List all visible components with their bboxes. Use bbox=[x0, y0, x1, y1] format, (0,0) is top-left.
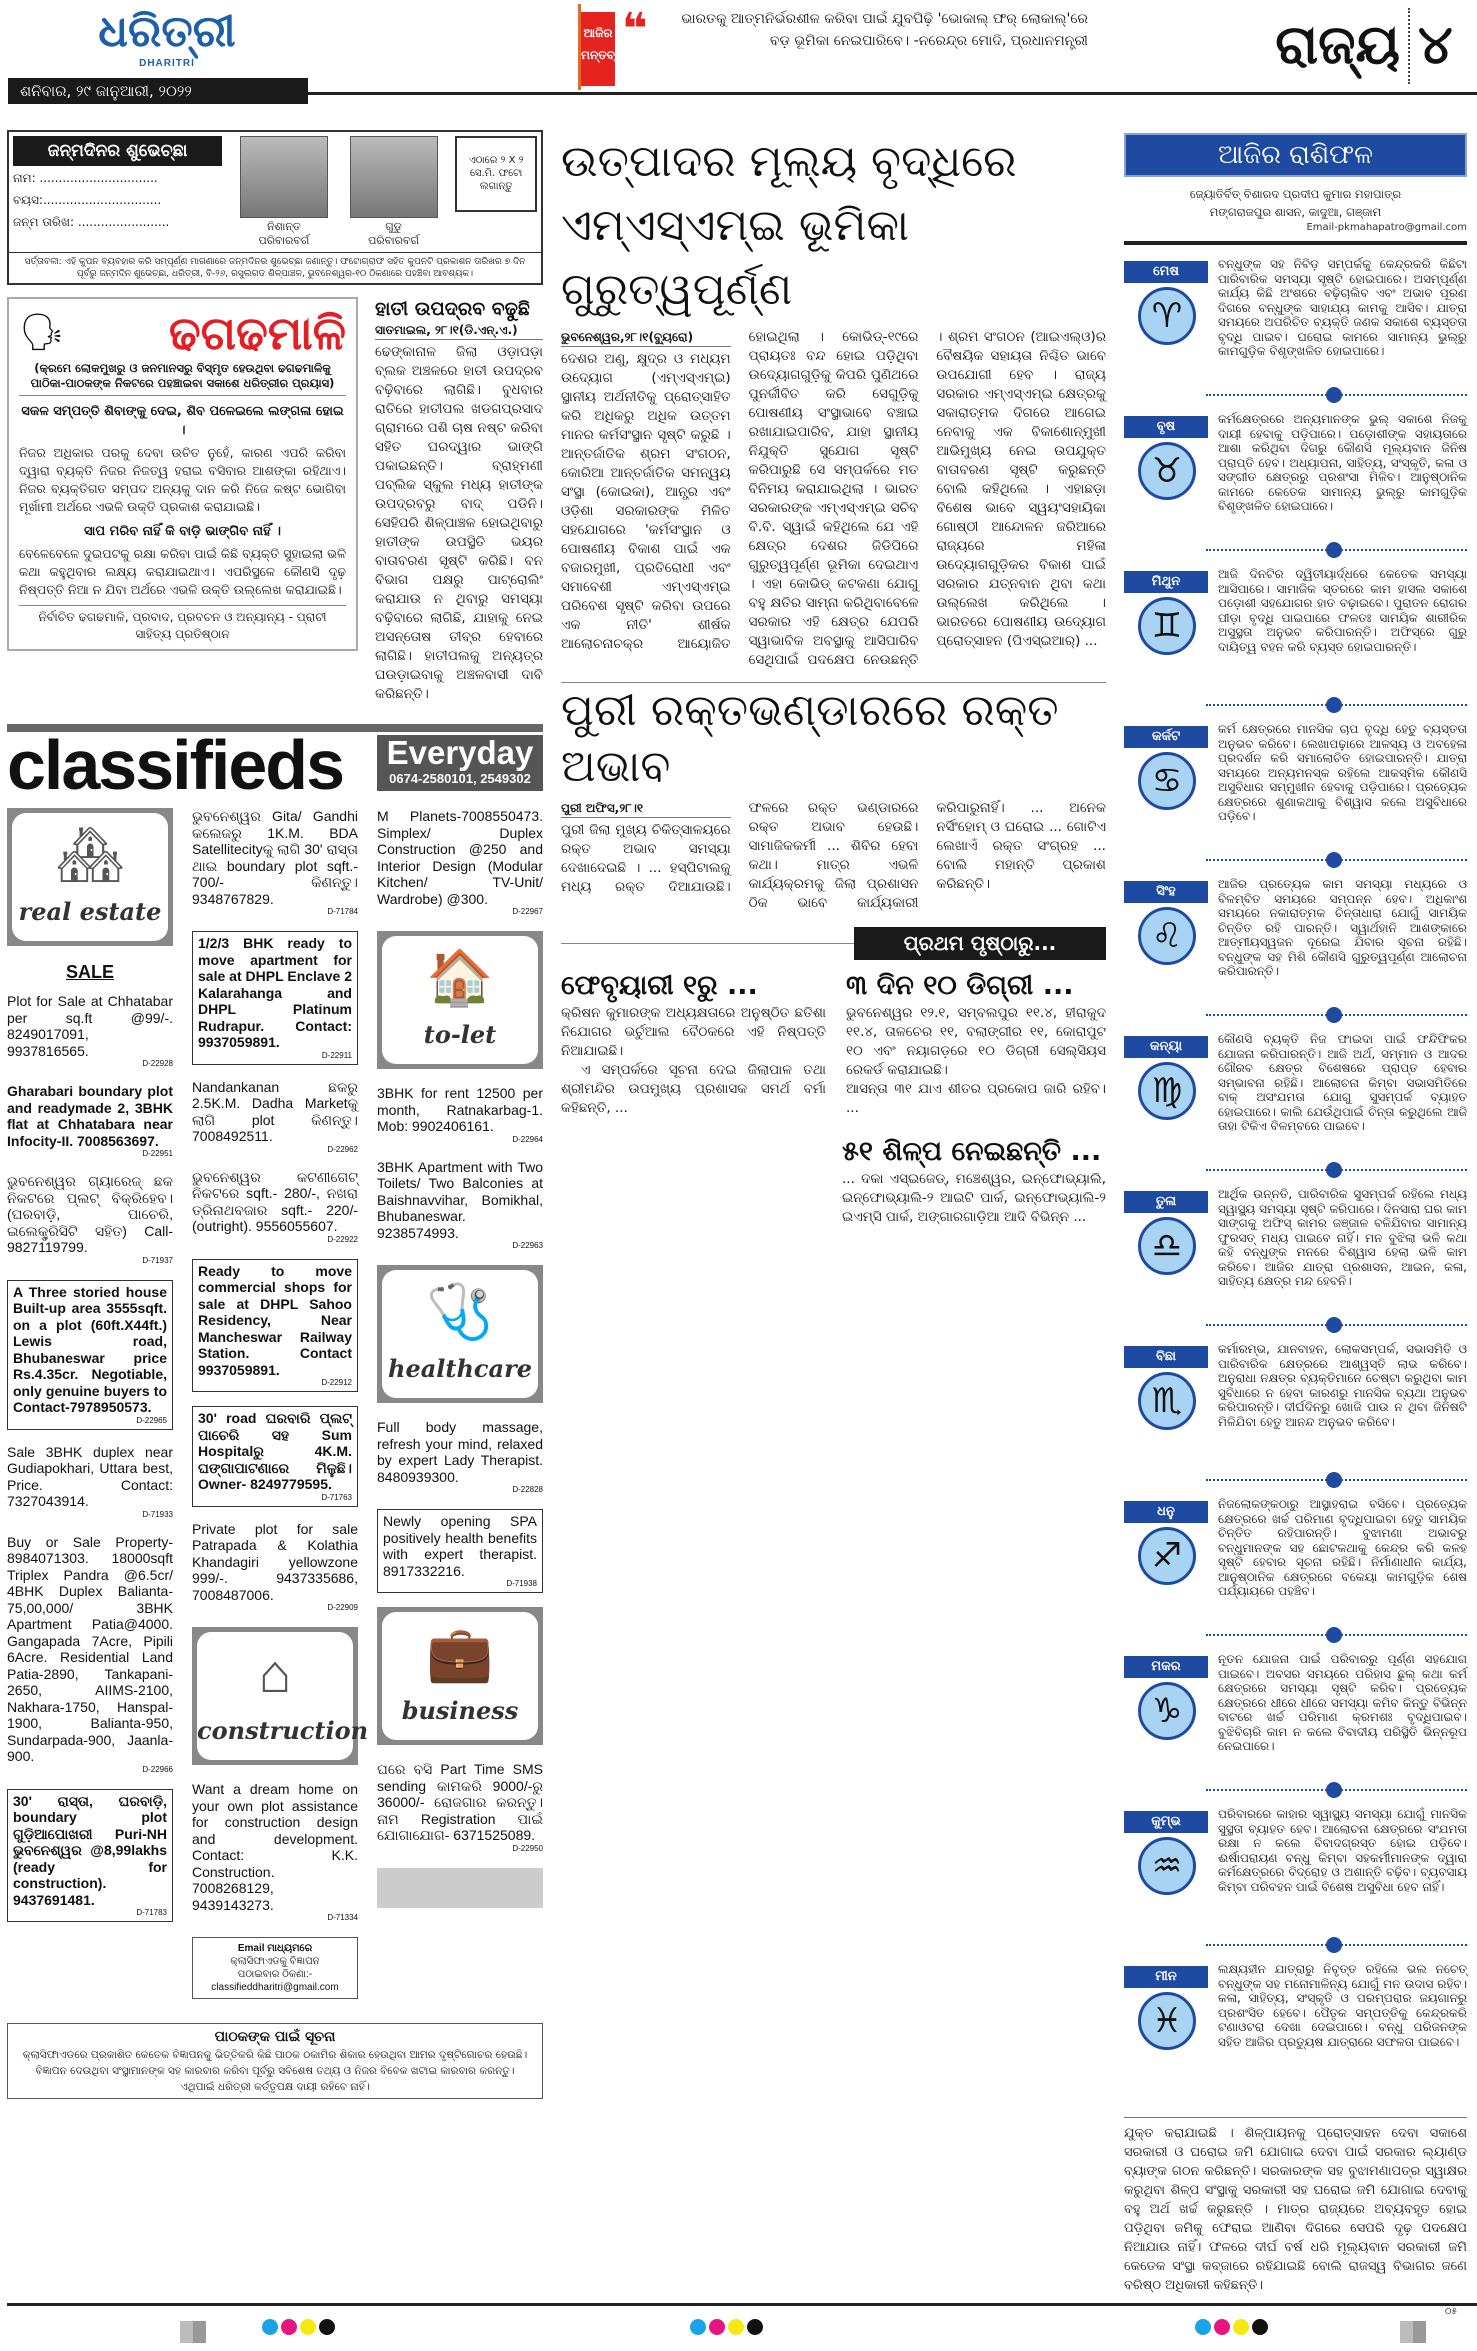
sign-name: ବିଛା bbox=[1124, 1346, 1208, 1368]
name-field: ନାମ: ............................... bbox=[13, 171, 158, 185]
lead-headline bbox=[561, 130, 1106, 322]
horoscope-sign bbox=[1124, 718, 1467, 873]
zodiac-icon: ♈ bbox=[1138, 287, 1196, 345]
ad-text: Private plot for sale Patrapada & Kolathia Khandagiri yellowzone 999/-. 9437335686, 7008487006. bbox=[192, 1520, 358, 1603]
horoscope-title: ଆଜିର ରାଶିଫଳ bbox=[1124, 133, 1467, 177]
ad-code: D-22828 bbox=[512, 1485, 543, 1494]
ad-text: Plot for Sale at Chhatabar per sq.ft @99/-. 8249017091, 9937816565. bbox=[7, 993, 173, 1059]
classifieds-column bbox=[377, 808, 543, 1908]
ad-text: Buy or Sale Property-8984071303. 18000sqft Triplex Pandra @6.5cr/ 4BHK Duplex Balianta-75,00,000/ 3BHK Apartment Patia@4000. Gangapada 7Acre, Pipili 6Acre. Residential Land Patia-2890, Tankapani-2650, AIIMS-2100, Nakhara-1750, Hanspal-1900, Balianta-950, Sundarpada-900, Jaanla-900. bbox=[7, 1533, 173, 1764]
tile-label: business bbox=[401, 1696, 519, 1725]
proverb-and-news-row bbox=[7, 297, 543, 704]
sign-prediction: କର୍ମ କ୍ଷେତ୍ରରେ ମାନସିକ ଚାପ ବୃଦ୍ଧି ହେତୁ ବ୍ୟସ୍ତତା ଅନୁଭବ କରିବେ। ଲେଖାପଢ଼ାରେ ଆଳସ୍ୟ ଓ ଅବହେଳା ପ୍ରଦର୍ଶନ କରି ସମାଲୋଚିତ ହୋଇପାରନ୍ତି। ଯାତ୍ରା ସମୟରେ ଅନ୍ୟମନସ୍କ ରହିଲେ ଆକସ୍ମିକ କୌଣସି ଅସୁବିଧାର ସମ୍ମୁଖୀନ ହେବାକୁ ପଡ଼ିପାରେ। ପ୍ରତ୍ୟେକ କ୍ଷେତ୍ରରେ ଶୁଣାକଥାକୁ ବିଶ୍ୱାସ କଲେ ଅସୁବିଧାରେ ପଡ଼ିବେ। bbox=[1218, 722, 1467, 823]
divider bbox=[561, 943, 854, 944]
ad-code: D-22909 bbox=[327, 1603, 358, 1612]
sign-prediction: ଲକ୍ଷ୍ୟହୀନ ଯାତ୍ରାରୁ ନିବୃତ୍ତ ରହିଲେ ଭଲ ନଚେତ୍ ବନ୍ଧୁଙ୍କ ସହ ମନୋମାଳିନ୍ୟ ଯୋଗୁଁ ମନ ଉଦାସ ରହିବ। କଳା, ସାହିତ୍ୟ, ସଂସ୍କୃତି ଓ ପରମ୍ପରାର ଜୟଗାନରୁ ପ୍ରଶଂସିତ ହେବେ। ପୈତୃକ ସମ୍ପତ୍ତିକୁ କେନ୍ଦ୍ରକରି ଟଣାଓଟରା ଦେଖା ଦେଇପାରେ। ବନ୍ଧୁ ପରିଜନଙ୍କ ସହିତ ଆଜିର ପ୍ରତ୍ୟୁଷ ଯାତ୍ରାରେ ସଫଳତା ପାଇବେ। bbox=[1218, 1962, 1467, 2049]
classified-ad bbox=[192, 808, 358, 917]
sign-prediction: ନୂତନ ଯୋଜନା ପାଇଁ ପରିବାରରୁ ପୂର୍ଣ୍ଣ ସହଯୋଗ ପାଇବେ। ଅବସର ସମୟରେ ପରିହାସ ଛୁଲ୍ କଥା କର୍ମ କ୍ଷେତ୍ରରେ ସମସ୍ୟା ସୃଷ୍ଟି କରିବ। ପ୍ରତ୍ୟେକ କ୍ଷେତ୍ରରେ ଧୀରେ ଧୀରେ ସମସ୍ୟା କମିବ କିନ୍ତୁ ବିଭିନ୍ନ ବାଟରେ ଖର୍ଚ୍ଚ ପରିମାଣ କ୍ରମଶଃ ବୃଦ୍ଧିପାଇବ। ବୁଝିବିଚାରି କାମ ନ କଲେ ବିବାଦୀୟ ପରିସ୍ଥିତି ଭିନ୍ନରୂପ ନେଇପାରେ। bbox=[1218, 1652, 1467, 1753]
author-name: ଜ୍ୟୋତିର୍ବିତ୍ ବିଶାରଦ ପ୍ରଦୀପ କୁମାର ମହାପାତ୍ର bbox=[1189, 187, 1402, 201]
classified-ad bbox=[377, 1159, 543, 1252]
article-body: ଢେଙ୍କାନାଳ ଜିଲା ଓଡ଼ାପଡ଼ା ବ୍ଲକ ଅଞ୍ଚଳରେ ହାତୀ ଉପଦ୍ରବ ବଢ଼ିବାରେ ଲାଗିଛି। ବୁଧବାର ରାତିରେ ହାତୀପଲ ଖଡଗପ୍ରସାଦ ଗ୍ରାମରେ ପଶି ଚାଷ ନଷ୍ଟ କରିବା ସହିତ ଘରଦ୍ୱାର ଭାଙ୍ଗି ପକାଇଛନ୍ତି। ବ୍ରାହ୍ମଣୀ ପବ୍ଲିକ ସ୍କୁଲ ମଧ୍ୟ ହାତୀଙ୍କ ଉପଦ୍ରବରୁ ବାଦ୍ ପଡିନି। ସେହିପରି ଶିଳ୍ପାଞ୍ଚଳ ହୋଇଥିବାରୁ ହାତୀଙ୍କ ଉପସ୍ଥିତି ଭୟର ବାତାବରଣ ସୃଷ୍ଟି କରିଛି। ବନ ବିଭାଗ ପକ୍ଷରୁ ପାଟ୍ରୋଲିଂ କରାଯାଉ ନ ଥିବାରୁ ସମସ୍ୟା ବଢ଼ିବାରେ ଲାଗିଛି, ଯାହାକୁ ନେଇ ଅସନ୍ତୋଷ ତୀବ୍ର ହେବାରେ ଲାଗିଛି। ହାତୀପଲକୁ ଅନ୍ୟତ୍ର ଘଉଡ଼ାଇବାକୁ ଅଞ୍ଚଳବାସୀ ଦାବି କରିଛନ୍ତି। bbox=[375, 344, 543, 702]
horoscope-sign bbox=[1124, 1493, 1467, 1648]
ad-code: D-71334 bbox=[327, 1913, 358, 1922]
email-box-line: Email ମାଧ୍ୟମରେ bbox=[237, 1943, 313, 1954]
zodiac-icon: ♊ bbox=[1138, 597, 1196, 655]
color-registration-dots bbox=[262, 2319, 335, 2335]
ad-code: D-22967 bbox=[512, 907, 543, 916]
article-dateline: ଭୁବନେଶ୍ୱର,୨୮।୧(ବ୍ୟୁରୋ) bbox=[561, 328, 731, 347]
coupon-body bbox=[9, 132, 541, 252]
classifieds-columns bbox=[7, 808, 543, 2013]
sign-prediction: କର୍ମାରମ୍ଭ, ଯାନବାହନ, ଲୋକସମ୍ପର୍କ, ସଭାସମିତି ଓ ପାରିବାରିକ କ୍ଷେତ୍ରରେ ଆଶ୍ୱସ୍ତି ଲାଭ କରିବେ। ଅନୁରାଧା ନକ୍ଷତ୍ର ବ୍ୟକ୍ତିମାନେ ଚେଷ୍ଟା କରୁଥିବା କାମ ସୁବିଧାରେ ନ ହେବା କାରଣରୁ ମାନସିକ ବ୍ୟଥା ଅନୁଭବ କରିପାରନ୍ତି। ଦୀର୍ଘଦିନରୁ ଖୋଜି ପାଉ ନ ଥିବା ଜିନିଷଟି ମିଳିଯିବା ହେତୁ ଆନନ୍ଦ ଅନୁଭବ କରିବେ। bbox=[1218, 1342, 1467, 1429]
category-tile bbox=[377, 1607, 543, 1745]
tile-label: real estate bbox=[18, 897, 162, 926]
headline-line: ଏମ୍ଏସ୍ଏମ୍ଇ ଭୂମିକା ଗୁରୁତ୍ୱପୂର୍ଣ୍ଣ bbox=[561, 200, 909, 315]
horoscope-sign bbox=[1124, 563, 1467, 718]
divider bbox=[1408, 8, 1410, 84]
ad-code: D-71783 bbox=[136, 1908, 167, 1917]
ad-text: ଭୁବନେଶ୍ୱର Gita/ Gandhi କଲେଜରୁ 1K.M. BDA Satellitecityକୁ ଲାଗି 30' ରାସ୍ତା ଥାଇ boundary plot sqft.- 700/- କିଣନ୍ତୁ। 9348767829. bbox=[192, 808, 358, 907]
continued-text: ଯୁକ୍ତ କରାଯାଇଛି । ଶିଳ୍ପାୟନକୁ ପ୍ରୋତ୍ସାହନ ଦେବା ସକାଶେ ସରକାରୀ ଓ ଘରୋଇ ଜମି ଯୋଗାଇ ଦେବା ପାଇଁ ସରକାର ଲ୍ୟାଣ୍ଡ ବ୍ୟାଙ୍କ ଗଠନ କରିଛନ୍ତି। ସରକାରଙ୍କ ସହ ବୁଝାମଣାପତ୍ର ସ୍ୱାକ୍ଷର କରୁଥିବା ଶିଳ୍ପ ସଂସ୍ଥାକୁ ସରକାରୀ ସହ ଘରୋଇ ଜମି ଯୋଗାଇ ଦେବାକୁ ବହୁ ଅର୍ଥ ଖର୍ଚ୍ଚ କରୁଛନ୍ତି । ମାତ୍ର ରାଜ୍ୟରେ ଅବ୍ୟବହୃତ ହୋଇ ପଡ଼ିଥିବା ଜମିକୁ ଫେରାଇ ଆଣିବା ଦିଗରେ ସେପରି ଦୃଢ଼ ପଦକ୍ଷେପ ନିଆଯାଉ ନାହିଁ। ଫଳରେ ଦୀର୍ଘ ବର୍ଷ ଧରି ମୂଲ୍ୟବାନ ସରକାରୀ ଜମି କେତେକ ସଂସ୍ଥା କବ୍‌ଜାରେ ରହିଯାଇଛି ବୋଲି ରାଜସ୍ୱ ବିଭାଗର ଜଣେ ବରିଷ୍ଠ ଅଧିକାରୀ କହିଛନ୍ତି। bbox=[1124, 2117, 1467, 2295]
article-body: ଦେଶର ଅଣୁ, କ୍ଷୁଦ୍ର ଓ ମଧ୍ୟମ ଉଦ୍ୟୋଗ (ଏମ୍ଏସ୍ଏମ୍ଇ) ସ୍ଥାନୀୟ ଅର୍ଥନୀତିକୁ ପ୍ରୋତ୍ସାହିତ କରି ଅଧିକରୁ ଅଧିକ ଉତ୍ତମ ମାନର କର୍ମସଂସ୍ଥାନ ସୃଷ୍ଟି କରୁଛି । ଆନ୍ତର୍ଜାତିକ ଶ୍ରମ ସଂଗଠନ, କୋରିଆ ଆନ୍ତର୍ଜାତିକ ସମନ୍ୱୟ ସଂସ୍ଥା (କୋଇକା), ଆନ୍ଧ୍ର ଏବଂ ଓଡ଼ିଶା ସରକାରଙ୍କ ମିଳିତ ସହଯୋଗରେ 'କର୍ମସଂସ୍ଥାନ ଓ ପୋଷଣୀୟ ବିକାଶ ପାଇଁ ଏକ ବଜାରମୁଖୀ, ପ୍ରତିରୋଧୀ ଏବଂ ସମାବେଶୀ ଏମ୍ଏସ୍ଏମ୍ଇ ପରିବେଶ ସୃଷ୍ଟି କରିବା ଉପରେ ଏକ ନୀତି' ଶୀର୍ଷକ ଆଲୋଚନାଚକ୍ର ଆୟୋଜିତ ହୋଇଥିଲା । କୋଭିଡ୍-୧୯ରେ ପ୍ରାୟତଃ ବନ୍ଦ ହୋଇ ପଡ଼ିଥିବା ଉଦ୍ୟୋଗଗୁଡ଼ିକୁ କିପରି ପୁଣିଥରେ ପୁନର୍ଜୀବିତ କରି ସେଗୁଡ଼ିକୁ ପୋଷଣୀୟ ସଂସ୍ଥାଭାବେ ବଞ୍ଚାଇ ରଖାଯାଇପାରିବ, ଯାହା ସ୍ଥାନୀୟ ନିଯୁକ୍ତି ସୁଯୋଗ ସୃଷ୍ଟି କରିପାରୁଛି ସେ ସମ୍ପର୍କରେ ମତ ବିନିମୟ କରାଯାଇଥିଲା । ଭାରତ ସରକାରଙ୍କ ଏମ୍ଏସ୍ଏମ୍ଇ ସଚିବ ବି.ବି. ସ୍ୱାଇଁ କହିଥିଲେ ଯେ ଏହି କ୍ଷେତ୍ର ଦେଶର ଜିଡିପିରେ ଗୁରୁତ୍ୱପୂର୍ଣ୍ଣ ଭୂମିକା ଦେଇଥାଏ । ଏହା କୋଭିଡ୍ କଟକଣା ଯୋଗୁ ବହୁ କ୍ଷତିର ସାମ୍ନା କରିଥିବାବେଳେ ସରକାର ଏହି କ୍ଷେତ୍ର ଯେପରି ସ୍ୱାଭାବିକ ଅବସ୍ଥାକୁ ଆସିପାରିବ ସେଥିପାଇଁ ପଦକ୍ଷେପ ନେଉଛନ୍ତି । ଶ୍ରମ ସଂଗଠନ (ଆଇଏଲ୍ଓ)ର ବୈଷୟିକ ସହାୟତା ନିଶ୍ଚିତ ଭାବେ ଉପଯୋଗୀ ହେବ । ରାଜ୍ୟ ସରକାର ଏମ୍ଏସ୍ଏମ୍ଇ କ୍ଷେତ୍ରକୁ ସକାରାତ୍ମକ ଦିଗରେ ଆଗେଇ ନେବାକୁ ଏକ ବିକାଶୋନ୍ମୁଖୀ ଆଭିମୁଖ୍ୟ ନେଇ ଉପଯୁକ୍ତ ବାତାବରଣ ସୃଷ୍ଟି କରୁଛନ୍ତି ବୋଲି କହିଥିଲେ । ଏହାଛଡ଼ା ବିଶେଷ ଭାବେ ସ୍ୱୟଂସହାୟିକା ଗୋଷ୍ଠୀ ଆନ୍ଦୋଳନ ଜରିଆରେ ରାଜ୍ୟରେ ମହିଳା ଉଦ୍ୟୋଗଗୁଡ଼ିକର ବିକାଶ ପାଇଁ ସରକାର ଯତ୍ନବାନ ଥିବା କଥା ଉଲ୍ଲେଖ କରିଥିଲେ । ଭାରତରେ ପୋଷଣୀୟ ଉଦ୍ୟୋଗ ପ୍ରୋତ୍ସାହନ (ପିଏସ୍ଇଆର୍) ... bbox=[561, 329, 1106, 668]
to-let-icon: 🏠 bbox=[426, 948, 494, 1008]
ad-text: ଭୁବନେଶ୍ୱର ଗ୍ୟାରେଜ୍ ଛକ ନିକଟରେ ପ୍ଲଟ୍ ବିକ୍ରିହେବ। (ଘରବାଡ଼ି, ପାଚେରି, ଇଲେକ୍ଟ୍ରିସିଟି ସହିତ) Call-9827119799. bbox=[7, 1173, 173, 1255]
article-dateline: ସାତମାଇଲ, ୨୮।୧(ଡି.ଏନ୍.ଏ.) bbox=[375, 321, 543, 340]
birthday-coupon bbox=[7, 130, 543, 285]
ad-code: D-22912 bbox=[321, 1378, 352, 1387]
stethoscope-icon: 🩺 bbox=[426, 1282, 494, 1342]
horoscope-sign bbox=[1124, 1183, 1467, 1338]
sign-name: କନ୍ୟା bbox=[1124, 1036, 1208, 1058]
ad-text: M Planets-7008550473. Simplex/ Duplex Construction @250 and Interior Design (Modular Kitchen/ TV-Unit/ Wardrobe) @300. bbox=[377, 808, 543, 907]
ad-code: D-22966 bbox=[142, 1764, 173, 1774]
ad-text: ଘରେ ବସି Part Time SMS sending କାମକରି 9000/-ରୁ 36000/- ରୋଜଗାର କରନ୍ତୁ। ନାମ Registration ପାଇଁ ଯୋଗାଯୋଗ- 6371525089. bbox=[377, 1761, 543, 1843]
ad-code: D-71938 bbox=[506, 1579, 537, 1588]
ad-code: D-22964 bbox=[512, 1134, 543, 1144]
coupon-terms: ସର୍ତ୍ତାବଳୀ: ଏହି କୁପନ ବ୍ୟବହାର କରି ସମ୍ପୂର୍ଣ୍ଣ ମାଗଣାରେ ଜନ୍ମଦିନର ଶୁଭେଚ୍ଛା ଜଣାନ୍ତୁ। ଫଟୋଗ୍ରାଫ ସହିତ କୁପନଟି ପ୍ରକାଶନ ତାରିଖର ୭ ଦିନ ପୂର୍ବରୁ ଜନ୍ମଦିନ ଶୁଭେଚ୍ଛା, ଧରିତ୍ରୀ, ବି-୨୬, ରସୁଲଗଡ ଶିଳ୍ପାଞ୍ଚଳ, ଭୁବନେଶ୍ୱର-୧୦ ଠିକଣାରେ ପହଞ୍ଚିବା ଆବଶ୍ୟକ। bbox=[9, 252, 541, 283]
tile-panel bbox=[382, 936, 538, 1064]
ad-text: Sale 3BHK duplex near Gudiapokhari, Uttara best, Price. Contact: 7327043914. bbox=[7, 1443, 173, 1509]
dob-field: ଜନ୍ମ ତାରିଖ: ........................ bbox=[13, 215, 170, 229]
classifieds-column bbox=[7, 808, 173, 1936]
registration-mark bbox=[180, 2321, 206, 2343]
zodiac-icon: ♋ bbox=[1138, 752, 1196, 810]
opinion-label: ଆଜିର ମନ୍ତବ୍ୟ bbox=[581, 12, 615, 86]
classified-ad bbox=[377, 1761, 543, 1854]
ad-code: D-22950 bbox=[512, 1843, 543, 1853]
article-body: ... ଦକା ଏସ୍ଇଜେଡ୍, ମଞ୍ଚେଶ୍ୱର, ଇନ୍‌ଫୋଭ୍ୟାଲି, ଇନ୍‌ଫୋଭ୍ୟାଲି-୨ ଆଇଟି ପାର୍କ, ଇନ୍‌ଫୋଭ୍ୟାଲି-୨ ଇଏମ୍‌ସି ପାର୍କ, ଅଙ୍ଗାରଗାଡ଼ିଆ ଆଦି ବିଭିନ୍ନ ... bbox=[842, 1171, 1106, 1225]
sign-prediction: କୌଣସି ବ୍ୟକ୍ତି ନିଜ ଫାଇଦା ପାଇଁ ଫନ୍ଦିଫିକର ଯୋଜନା କରିପାରନ୍ତି। ଆଜି ଅର୍ଥ, ସମ୍ମାନ ଓ ଆଦର ଗୌରବ କ୍ଷେତ୍ର ବିଶେଷରେ ପ୍ରାପ୍ତ ହେବାର ସମ୍ଭାବନା ରହିଛି। ଆଲୋଚନା କିମ୍ବା ସଭାସମିତିରେ ବାକ୍ ଅସଂଯମତା ଯୋଗୁ ସୁସମ୍ପର୍କ ବ୍ୟାହତ ହୋଇପାରେ। କାଲି ଯେଉଁଥିପାଇଁ ଚିନ୍ତା କରୁଥିଲେ ଆଜି ତାହା ଟିକିଏ ବିଳମ୍ବରେ ପାଇବେ। bbox=[1218, 1032, 1467, 1133]
page-footer bbox=[0, 2303, 1477, 2351]
article-headline: ୫୧ ଶିଳ୍ପ ନେଇଛନ୍ତି ... bbox=[842, 1136, 1102, 1167]
construction-icon: ⌂ bbox=[258, 1644, 292, 1704]
divider-dot-icon bbox=[1326, 1627, 1342, 1643]
email-submission-box bbox=[192, 1937, 358, 1999]
photo-slot: ଏଠାରେ ୨ X ୨ ସେ.ମି. ଫଟୋ ଲଗାନ୍ତୁ bbox=[455, 136, 537, 212]
classified-ad bbox=[7, 1444, 173, 1520]
classified-ad bbox=[7, 1173, 173, 1266]
classified-ad bbox=[7, 1789, 173, 1923]
notice-title: ପାଠକଙ୍କ ପାଇଁ ସୂଚନା bbox=[214, 2029, 336, 2045]
article-headline: ୩ ଦିନ ୧୦ ଡିଗ୍ରୀ ... bbox=[846, 970, 1074, 1001]
article-body: କ୍ରିଷନ କୁମାରଙ୍କ ଅଧ୍ୟକ୍ଷତାରେ ଅନୁଷ୍ଠିତ ଛତିଶା ନିଯୋଗର ଭର୍ଚୁଆଲ ବୈଠକରେ ଏହି ନିଷ୍ପତ୍ତି ନିଆଯାଇଛି। bbox=[561, 1005, 826, 1059]
sign-name: ଧନୁ bbox=[1124, 1501, 1208, 1523]
sign-name: କର୍କଟ bbox=[1124, 726, 1208, 748]
email-box-line: କ୍ଲାସିଫାଏଡକୁ ବିଜ୍ଞାପନ bbox=[230, 1956, 320, 1967]
divider-dot-icon bbox=[1326, 1937, 1342, 1953]
ad-text: 1/2/3 BHK ready to move apartment for sale at DHPL Enclave 2 Kalarahanga and DHPL Platinum Rudrapur. Contact: 9937059891. bbox=[198, 935, 352, 1050]
article-dateline: ପୁରୀ ଅଫିସ,୨୮।୧ bbox=[561, 799, 731, 818]
sign-name: ସିଂହ bbox=[1124, 881, 1208, 903]
classified-ad bbox=[192, 1406, 358, 1507]
ad-code: D-22922 bbox=[327, 1234, 358, 1244]
article-body: ପୁରୀ ଜିଲା ମୁଖ୍ୟ ଚିକିତ୍ସାଳୟରେ ରକ୍ତ ଅଭାବ ସମସ୍ୟା ଦେଖାଦେଇଛି । ... ହସ୍ପିଟାଲକୁ ମଧ୍ୟ ରକ୍ତ ଦିଆଯାଉଛି। ଫଳରେ ରକ୍ତ ଭଣ୍ଡାରରେ ରକ୍ତ ଅଭାବ ହେଉଛି। ସାମାଜିକକର୍ମୀ ... ଶିବିର ହେବା କଥା। ମାତ୍ର ଏଭଳି କାର୍ଯ୍ୟକ୍ରମକୁ ଜିଲା ପ୍ରଶାସନ ଠିକ ଭାବେ କାର୍ଯ୍ୟକାରୀ କରିପାରୁନାହିଁ। ... ଅନେକ ନର୍ସିଂହୋମ୍ ଓ ଘରୋଇ ... ଗୋଟିଏ ଲେଖାଏଁ ରକ୍ତ ସଂଗ୍ରହ ... ବୋଲି ମହାନ୍ତି ପ୍ରକାଶ କରିଛନ୍ତି। bbox=[561, 800, 1106, 911]
photo-caption bbox=[346, 220, 442, 248]
ad-text: Newly opening SPA positively health benefits with expert therapist. 8917332216. bbox=[383, 1513, 537, 1579]
registration-mark bbox=[1400, 2321, 1426, 2343]
sale-heading: SALE bbox=[65, 962, 114, 982]
author-email: Email-pkmahapatro@gmail.com bbox=[1306, 222, 1467, 233]
tile-panel bbox=[12, 813, 168, 941]
ad-code: D-71933 bbox=[142, 1509, 173, 1519]
proverb-meaning: ବେଳେବେଳେ ଦୁଇପଟକୁ ରକ୍ଷା କରିବା ପାଇଁ କିଛି ବ୍ୟକ୍ତି ସୁହାଇଲା ଭଳି କଥା କହୁଥିବାର ଲକ୍ଷ୍ୟ କରାଯାଇଥାଏ। ଏପରିସ୍ଥଳେ କୌଣସି ଦୃଢ଼ ନିଷ୍ପତ୍ତି ନିଆ ନ ଯିବା ଅର୍ଥରେ ଏଭଳି ଉକ୍ତି ଉଲ୍ଲେଖ କରାଯାଇଛି। bbox=[19, 546, 346, 597]
wisher: ପରିବାରବର୍ଗ bbox=[368, 234, 419, 247]
ad-text: 3BHK Apartment with Two Toilets/ Two Balconies at Baishnavvihar, Bomikhal, Bhubaneswar. 9238574993. bbox=[377, 1158, 543, 1241]
horoscope-sign bbox=[1124, 408, 1467, 563]
ad-code: D-71763 bbox=[321, 1492, 352, 1502]
article-elephant bbox=[375, 297, 543, 704]
sign-prediction: ଆର୍ଥିକ ଉନ୍ନତି, ପାରିବାରିକ ସୁସମ୍ପର୍କ ରହିଲେ ମଧ୍ୟ ସ୍ୱାସ୍ଥ୍ୟ ସମସ୍ୟା ସୃଷ୍ଟି କରିପାରେ। ଦିନସାରା ଘର କାମ ସାଙ୍ଗକୁ ଅଫିସ୍ କାମର ଜଞ୍ଜାଳ ବଳିଯିବାର ସାମାନ୍ୟ ଫୁରସତ୍ ମଧ୍ୟ ପାଇବେ ନାହିଁ। ମନ ବୁଝିଲା ଭଳି କଥା କହି ବନ୍ଧୁଙ୍କ ମନରେ ବିଶ୍ୱାସ ହେଲା ଭଳି କାମ କରିବେ। ଆଜିର ଯାତ୍ରା ପ୍ରଶାସନ, ଆଇନ, କଳା, ସାହିତ୍ୟ କ୍ଷେତ୍ର ମନ୍ଦ ହେବନି। bbox=[1218, 1187, 1467, 1288]
article-body: ଏ ସମ୍ପର୍କରେ ସୂଚନା ଦେଇ ଜିଲାପାଳ ତଥା ଶ୍ରୀମନ୍ଦିର ଉପମୁଖ୍ୟ ପ୍ରଶାସକ ସମର୍ଥ ବର୍ମା କହିଛନ୍ତି, ... bbox=[561, 1062, 826, 1116]
ad-text: A Three storied house Built-up area 3555sqft. on a plot (60ft.X44ft.) Lewis road, Bhubaneswar price Rs.4.35cr. Negotiable, only genuine buyers to Contact-7978950573. bbox=[13, 1283, 167, 1415]
headline-line: ଉତ୍ପାଦର ମୂଲ୍ୟ ବୃଦ୍ଧିରେ bbox=[561, 136, 1017, 187]
front-page-row bbox=[561, 927, 1106, 960]
ad-text: 3BHK for rent 12500 per month, Ratnakarbag-1. Mob: 9902406161. bbox=[377, 1085, 543, 1134]
ad-text: 30' road ଘରବାରି ପ୍ଲଟ୍ ପାଚେରି ସହ Sum Hospitalରୁ 4K.M. ଘଙ୍ଗାପାଟଣାରେ ମିଳୁଛି। Owner- 8249779595. bbox=[198, 1410, 352, 1492]
quote-of-day: ଭାରତକୁ ଆତ୍ମନିର୍ଭରଶୀଳ କରିବା ପାଇଁ ଯୁବପିଢ଼ି 'ଭୋକାଲ୍ ଫର୍ ଲୋକାଲ୍'ରେ ବଡ଼ ଭୂମିକା ନେଇପାରିବେ। -ନରେନ୍ଦ୍ର ମୋଦି, ପ୍ରଧାନମନ୍ତ୍ରୀ bbox=[681, 11, 1088, 49]
category-tile bbox=[7, 808, 173, 946]
sign-prediction: ବନ୍ଧୁଙ୍କ ସହ ନିବିଡ଼ ସମ୍ପର୍କକୁ କେନ୍ଦ୍ରକରି କିଛିଟା ପାରିବାରିକ ସମସ୍ୟା ସୃଷ୍ଟି ହୋଇପାରେ। ଅସମ୍ପୂର୍ଣ୍ଣ କାର୍ଯ୍ୟ କିଛି ଅଂଶରେ ବଢ଼ିଚାଲିବ ଏବଂ ଅଭାବ ପୂରଣ ଦିଗରେ ବନ୍ଧୁଙ୍କ ସାହାଯ୍ୟ କାମକୁ ଆସିବ। ଯାତ୍ରା ସମୟରେ ଅପରିଚିତ ବ୍ୟକ୍ତି ଜଣକ ସକାଶେ ବ୍ୟସ୍ତତା ବୃଦ୍ଧି ପାଇବ। ଘରୋଇ କାମରେ ସାମାନ୍ୟ ଭୁଲ୍‌ରୁ କାମଗୁଡ଼ିକ ବିଶୃଙ୍ଖଳିତ ହୋଇପାରେ। bbox=[1218, 257, 1467, 358]
classified-ad bbox=[377, 1419, 543, 1495]
sign-name: ମୀନ bbox=[1124, 1966, 1208, 1988]
section-title: ରାଜ୍ୟ bbox=[1275, 13, 1400, 76]
divider-dot-icon bbox=[1326, 542, 1342, 558]
continued-article bbox=[561, 968, 826, 1118]
proverb: ସାପ ମରିବ ନାହିଁ କି ବାଡ଼ି ଭାଙ୍ଗିବ ନାହିଁ । bbox=[83, 524, 282, 539]
classifieds-contact-box bbox=[377, 735, 543, 791]
sign-prediction: ପରିବାରରେ କାହାର ସ୍ୱାସ୍ଥ୍ୟ ସମସ୍ୟା ଯୋଗୁଁ ମାନସିକ ସୁସ୍ଥତା ବ୍ୟାହତ ହେବ। ଆଲୋଚନା କ୍ଷେତ୍ରରେ ସଂଯମତା ରକ୍ଷା ନ କଲେ ବିବାଦଗ୍ରସ୍ତ ହୋଇ ପଡ଼ିବେ। ଈର୍ଷାପରାୟଣ ବନ୍ଧୁ କିମ୍ବା ସହକର୍ମୀମାନଙ୍କ ଦ୍ୱାରା କର୍ମକ୍ଷେତ୍ରରେ ବିଦ୍ରୋହ ଓ ଅଶାନ୍ତି ବଢ଼ିବ। ବ୍ୟବସାୟ କିମ୍ବା ପରିବହନ ପାଇଁ ବିଶେଷ ଅସୁବିଧା ହେବ ନାହିଁ। bbox=[1218, 1807, 1467, 1894]
horoscope-sign bbox=[1124, 1338, 1467, 1493]
proverb-credit: ନିର୍ବାଚିତ ଢଗଢମାଳି, ପ୍ରବାଦ, ପ୍ରବଚନ ଓ ଅନ୍ୟାନ୍ୟ - ପ୍ରାଚୀ ସାହିତ୍ୟ ପ୍ରତିଷ୍ଠାନ bbox=[19, 605, 346, 643]
classifieds-header bbox=[7, 724, 543, 804]
tile-label: to-let bbox=[423, 1020, 497, 1049]
logo-text: ଧରିତ୍ରୀ bbox=[98, 6, 236, 57]
classified-ad bbox=[192, 1169, 358, 1245]
tile-label: construction bbox=[197, 1716, 369, 1745]
page-reference: ୦୫ bbox=[1445, 2307, 1458, 2317]
zodiac-icon: ♌ bbox=[1138, 907, 1196, 965]
wisher: ପରିବାରବର୍ଗ bbox=[258, 234, 310, 247]
classifieds-column bbox=[192, 808, 369, 2013]
classified-ad bbox=[7, 1083, 173, 1159]
divider-dot-icon bbox=[1326, 697, 1342, 713]
tile-panel bbox=[382, 1270, 538, 1398]
zodiac-icon: ♏ bbox=[1138, 1372, 1196, 1430]
sign-prediction: ନିଜଲୋକଙ୍କଠାରୁ ଆସ୍ଥାହରାଇ ବସିବେ। ପ୍ରତ୍ୟେକ କ୍ଷେତ୍ରରେ ଖର୍ଚ୍ଚ ପରିମାଣ ବୃଦ୍ଧିପାଇବା ହେତୁ ସାମୟିକ ଚିନ୍ତିତ ରହିପାରନ୍ତି। ବୁଝାମଣା ଅଭାବରୁ ବନ୍ଧୁମାନଙ୍କ ସହ ଛୋଟକଥାକୁ କେନ୍ଦ୍ର କରି କଳହ ସୃଷ୍ଟି ହେବାର ସୂଚନା ରହିଛି। ନିର୍ମାଣାଧୀନ କାର୍ଯ୍ୟ, ଆନୁଷ୍ଠାନିକ କ୍ଷେତ୍ରରେ ବକେୟା କାମଗୁଡ଼ିକ ଶେଷ ପର୍ଯ୍ୟାୟରେ ପହଞ୍ଚିବ। bbox=[1218, 1497, 1467, 1598]
tile-label: healthcare bbox=[388, 1354, 532, 1383]
continued-article bbox=[846, 968, 1106, 1118]
right-column bbox=[1124, 130, 1467, 2295]
ad-code: D-22965 bbox=[136, 1415, 167, 1425]
classifieds-phones: 0674-2580101, 2549302 bbox=[389, 771, 531, 786]
masthead-rule bbox=[308, 92, 1477, 95]
zodiac-icon: ♓ bbox=[1138, 1992, 1196, 2050]
page-number: ୪ bbox=[1418, 13, 1453, 76]
sign-name: ମକର bbox=[1124, 1656, 1208, 1678]
notice-text: କ୍ଲାସିଫାଏଡରେ ପ୍ରକାଶିତ କେତେକ ବିଜ୍ଞାପନକୁ ଭିତ୍ତିକରି କିଛି ପାଠକ ଠକାମିର ଶିକାର ହେଉଥିବା ଆମର ଦୃଷ୍ଟିଗୋଚର ହେଉଛି। ବିଜ୍ଞାପନ ଦେଉଥିବା ସଂସ୍ଥାମାନଙ୍କ ସହ କାରବାର କରିବା ପୂର୍ବରୁ ସବିଶେଷ ତଥ୍ୟ ଓ ନିଜର ବିବେକ ଖଟାଇ କାରବାର କରନ୍ତୁ। ଏଥିପାଇଁ ଧରିତ୍ରୀ କର୍ତ୍ତୃପକ୍ଷ ଦାୟୀ ରହିବେ ନାହିଁ। bbox=[22, 2049, 528, 2093]
classified-ad bbox=[7, 993, 173, 1069]
ad-code: D-22911 bbox=[321, 1050, 352, 1060]
classified-ad bbox=[7, 1280, 173, 1430]
sign-name: ତୁଳା bbox=[1124, 1191, 1208, 1213]
divider-dot-icon bbox=[1326, 1007, 1342, 1023]
classified-ad bbox=[192, 1079, 358, 1155]
proverb-meaning: ନିଜର ଅଧିକାର ପରକୁ ଦେବା ଉଚିତ ନୁହେଁ, କାରଣ ଏପରି କରିବା ଦ୍ୱାରା ବ୍ୟକ୍ତି ନିଜର ନିଜତ୍ୱ ହରାଇ ବସିବାର ଆଶଙ୍କା ରହିଥାଏ। ନିଜର ବ୍ୟକ୍ତିଗତ ସମ୍ପଦ ଅନ୍ୟକୁ ଦାନ କରି ନିଜେ କଷ୍ଟ ଭୋଗିବା ମୂର୍ଖାମୀ ଅର୍ଥରେ ଏଭଳି ଉକ୍ତି ପ୍ରକାଶ କରାଯାଇଛି। bbox=[19, 445, 346, 514]
child-name: ନିଶାନ୍ତ bbox=[267, 220, 301, 233]
classified-ad bbox=[192, 1781, 358, 1923]
ad-text: Full body massage, refresh your mind, relaxed by expert Lady Therapist. 8480939300. bbox=[377, 1419, 543, 1485]
ad-text: 30' ରାସ୍ତା, ଘରବାଡ଼ି, boundary plot ଗୁଡ଼ିଆପୋଖରୀ Puri-NH ଭୁବନେଶ୍ୱର @8,99lakhs (ready for construction). 9437691481. bbox=[13, 1792, 167, 1908]
category-tile bbox=[192, 1627, 369, 1765]
classified-ad bbox=[192, 1259, 358, 1393]
dharitri-logo bbox=[82, 6, 252, 72]
author-address: ମଙ୍ଗରାଜପୁର ଶାସନ, କାଦୁଆ, ଗଞ୍ଜାମ bbox=[1209, 205, 1382, 219]
zodiac-icon: ♍ bbox=[1138, 1062, 1196, 1120]
article-headline: ପୁରୀ ରକ୍ତଭଣ୍ଡାରରେ ରକ୍ତ ଅଭାବ bbox=[561, 682, 1106, 795]
proverb: ସକଳ ସମ୍ପତ୍ତି ଶିବାଙ୍କୁ ଦେଇ, ଶିବ ପଳେଇଲେ ଲଙ୍ଗଳା ହୋଇ । bbox=[21, 404, 344, 438]
ad-code: D-22951 bbox=[142, 1149, 173, 1158]
horoscope-sign bbox=[1124, 253, 1467, 408]
zodiac-icon: ♉ bbox=[1138, 442, 1196, 500]
divider-dot-icon bbox=[1326, 387, 1342, 403]
horoscope-sign bbox=[1124, 1958, 1467, 2113]
sign-prediction: ଆଜି ଦିନଟିର ଦ୍ୱିତୀୟାର୍ଦ୍ଧରେ କେତେକ ସମସ୍ୟା ଆସିପାରେ। ସାମାଜିକ ସ୍ତରରେ କାମ ହାସଲ ସକାଶେ ପଡ଼ୋଶୀ ସହଯୋଗର ହାତ ବଢ଼ାଇବେ। ପୁରାତନ ରୋଗର ପୀଡ଼ା ବୃଦ୍ଧି ପାଇପାରେ ଫଳତଃ ସାମୟିକ ଶାରୀରିକ ଅସୁସ୍ଥତା ଅନୁଭବ କରିପାରନ୍ତି। ଅଫିସ୍‌ରେ ଗୁରୁ ଦାୟିତ୍ୱ ବହନ କରି ବ୍ୟସ୍ତ ହୋଇପାରନ୍ତି। bbox=[1218, 567, 1467, 654]
proverb-title: ଢଗଢମାଳି bbox=[168, 306, 346, 360]
ad-code: D-71784 bbox=[327, 907, 358, 916]
birthday-title: ଜନ୍ମଦିନର ଶୁଭେଚ୍ଛା bbox=[13, 136, 222, 166]
category-tile bbox=[377, 931, 543, 1069]
footer-rule bbox=[7, 2303, 1477, 2306]
puri-article bbox=[561, 799, 1106, 913]
age-field: ବୟସ:............................... bbox=[13, 193, 162, 207]
photo-figure bbox=[346, 136, 442, 248]
sign-prediction: ଆଜିର ପ୍ରତ୍ୟେକ କାମ ସମସ୍ୟା ମଧ୍ୟରେ ଓ ବିଳମ୍ବିତ ସମୟରେ ସମ୍ପନ୍ନ ହେବ। ଅଧିକାଂଶ ସମୟରେ ନକାରାତ୍ମକ ଚିନ୍ତାଧାରା ଯୋଗୁଁ ସାମୟିକ ଚିନ୍ତିତ ରହି ପାରନ୍ତି। ସ୍ୱାର୍ଥହାନି ଆଶଙ୍କାରେ ଆତ୍ମୀୟସ୍ୱଜନ ଦୂରେଇ ଯିବାର ସୂଚନା ରହିଛି। ବନ୍ଧୁଙ୍କ ସହ ମିଶି କୌଣସି ଗୁରୁତ୍ୱପୂର୍ଣ୍ଣ ଆଲୋଚନା କରିପାରନ୍ତି। bbox=[1218, 877, 1467, 978]
lead-article bbox=[561, 328, 1106, 670]
classified-ad bbox=[377, 808, 543, 917]
article-headline: ଫେବୃୟାରୀ ୧ରୁ ... bbox=[561, 970, 758, 1001]
ad-code: D-22962 bbox=[327, 1144, 358, 1154]
ad-code: D-22928 bbox=[142, 1059, 173, 1068]
sign-name: ମିଥୁନ bbox=[1124, 571, 1208, 593]
from-front-page-label: ପ୍ରଥମ ପୃଷ୍ଠାରୁ... bbox=[854, 927, 1106, 960]
middle-column bbox=[561, 130, 1106, 1227]
photo-caption bbox=[236, 220, 332, 248]
category-tile bbox=[377, 1265, 543, 1403]
zodiac-icon: ♎ bbox=[1138, 1217, 1196, 1275]
child-name: ଗୁଡୁ bbox=[385, 220, 402, 233]
cartoon-faces-icon: 🗣 bbox=[19, 312, 65, 353]
classified-ad bbox=[7, 1534, 173, 1775]
classified-ad bbox=[192, 931, 358, 1065]
horoscope-sign bbox=[1124, 1803, 1467, 1958]
horoscope-sign bbox=[1124, 873, 1467, 1028]
continued-stories bbox=[561, 968, 1106, 1118]
proverb-subtitle: (କ୍ରମେ ଲୋକମୁଖରୁ ଓ ଜନମାନସରୁ ବିସ୍ମୃତ ହେଉଥିବା ଢଗଢମାଳିକୁ ପାଠିକା-ପାଠକଙ୍କ ନିକଟରେ ପହଞ୍ଚାଇବା ସକାଶେ ଧରିତ୍ରୀର ପ୍ରୟାସ) bbox=[19, 361, 346, 396]
tile-panel bbox=[382, 1612, 538, 1740]
divider-dot-icon bbox=[1326, 852, 1342, 868]
article-body: ଆସନ୍ତା ୩୧ ଯାଏ ଶୀତର ପ୍ରକୋପ ଜାରି ରହିବ। ... bbox=[846, 1081, 1106, 1116]
color-registration-dots bbox=[690, 2319, 763, 2335]
divider-dot-icon bbox=[1326, 1317, 1342, 1333]
everyday-label: Everyday bbox=[386, 734, 534, 771]
reader-notice bbox=[7, 2023, 543, 2099]
masthead bbox=[0, 0, 1477, 112]
photo-figure bbox=[236, 136, 332, 248]
zodiac-icon: ♒ bbox=[1138, 1837, 1196, 1895]
article-headline: ହାତୀ ଉପଦ୍ରବ ବଢୁଛି bbox=[375, 298, 530, 320]
classified-ad bbox=[192, 1521, 358, 1614]
article-body: ଭୁବନେଶ୍ୱର ୧୨.୧, ସମ୍ବଲପୁର ୧୧.୪, ହୀରାକୁଦ ୧୧.୪, ତାଳଚେର ୧୧, ବଲାଙ୍ଗୀର ୧୧, କୋରାପୁଟ ୧୦ ଏବଂ ନୟାଗଡ଼ରେ ୧୦ ଡିଗ୍ରୀ ସେଲ୍‌ସିୟସ ରେକର୍ଡ କରାଯାଇଛି। bbox=[846, 1005, 1106, 1078]
business-icon: 💼 bbox=[426, 1624, 494, 1684]
quote-icon: ❝ bbox=[622, 4, 648, 55]
horoscope-list bbox=[1124, 253, 1467, 2113]
divider-dot-icon bbox=[1326, 1162, 1342, 1178]
coupon-fields bbox=[13, 136, 222, 248]
child-photo bbox=[350, 136, 438, 218]
divider-dot-icon bbox=[1326, 1782, 1342, 1798]
child-photo bbox=[240, 136, 328, 218]
ad-code: D-71937 bbox=[142, 1255, 173, 1265]
house-icon: 🏘 bbox=[55, 825, 125, 885]
proverb-box bbox=[7, 297, 358, 651]
ad-text: Gharabari boundary plot and readymade 2, 3BHK flat at Chhatabara near Infocity-II. 7008563697. bbox=[7, 1083, 173, 1149]
issue-date: ଶନିବାର, ୨୯ ଜାନୁଆରୀ, ୨୦୨୨ bbox=[8, 78, 308, 104]
classified-ad bbox=[377, 1509, 543, 1593]
ad-code: D-22963 bbox=[512, 1241, 543, 1250]
sign-prediction: କର୍ମକ୍ଷେତ୍ରରେ ଅନ୍ୟମାନଙ୍କ ଭୁଲ୍ ସକାଶେ ନିଜକୁ ଦାୟୀ ହେବାକୁ ପଡ଼ିପାରେ। ପଡ଼ୋଶୀଙ୍କ ସହାୟତାରେ ଆଶା କରିଥିବା ଦିଗରୁ କୌଣସି ମୂଲ୍ୟବାନ ଜିନିଷ ପ୍ରାପ୍ତି ହେବ। ଅଧ୍ୟାପନା, ସାହିତ୍ୟ, ସଂସ୍କୃତି, କଳା ଓ ସଙ୍ଗୀତ କ୍ଷେତ୍ରରୁ ପ୍ରଶଂସା ମିଳିବ। ଆନୁଷ୍ଠାନିକ କାମରେ କେତେକ ସାମାନ୍ୟ ଭୁଲ୍‌ରୁ କାମଗୁଡ଼ିକ ବିଶୃଙ୍ଖଳିତ ହୋଇପାରେ। bbox=[1218, 412, 1467, 513]
tile-panel bbox=[197, 1632, 369, 1760]
color-registration-dots bbox=[1195, 2319, 1268, 2335]
divider bbox=[1124, 241, 1467, 245]
left-column bbox=[7, 130, 543, 2099]
page-columns bbox=[0, 130, 1477, 2295]
divider-dot-icon bbox=[1326, 1472, 1342, 1488]
ad-text: Ready to move commercial shops for sale at DHPL Sahoo Residency, Near Mancheswar Railway Station. Contact 9937059891. bbox=[198, 1262, 352, 1378]
zodiac-icon: ♑ bbox=[1138, 1682, 1196, 1740]
ad-text: Nandankanan ଛକରୁ 2.5K.M. Dadha Marketକୁ ଲାଗି plot କିଣନ୍ତୁ। 7008492511. bbox=[192, 1078, 358, 1144]
sign-name: ମେଷ bbox=[1124, 261, 1208, 283]
email-box-line[interactable]: classifieddharitri@gmail.com bbox=[211, 1982, 339, 1993]
ad-text: ଭୁବନେଶ୍ୱର କଟଣୀଗେଟ୍ ନିକଟରେ sqft.- 280/-, ନଖରା ତ୍ରିନାଥବଜାର sqft.- 220/- (outright). 9556055607. bbox=[192, 1168, 358, 1234]
sign-name: କୁମ୍ଭ bbox=[1124, 1811, 1208, 1833]
proverb-header bbox=[19, 305, 346, 361]
horoscope-sign bbox=[1124, 1028, 1467, 1183]
zodiac-icon: ♐ bbox=[1138, 1527, 1196, 1585]
classifieds-title: classifieds bbox=[7, 726, 343, 804]
classified-ad bbox=[377, 1085, 543, 1145]
horoscope-sign bbox=[1124, 1648, 1467, 1803]
continued-article bbox=[842, 1134, 1106, 1227]
ad-text: Want a dream home on your own plot assistance for construction design and development. Contact: K.K. Construction. 7008268129, 9439143273. bbox=[192, 1781, 358, 1913]
logo-english: DHARITRI bbox=[139, 58, 195, 69]
email-box-line: ପଠାଇବାର ଠିକଣା:- bbox=[237, 1969, 313, 1980]
blank-ad-space bbox=[377, 1868, 543, 1908]
sign-name: ବୃଷ bbox=[1124, 416, 1208, 438]
horoscope-author bbox=[1124, 185, 1467, 221]
